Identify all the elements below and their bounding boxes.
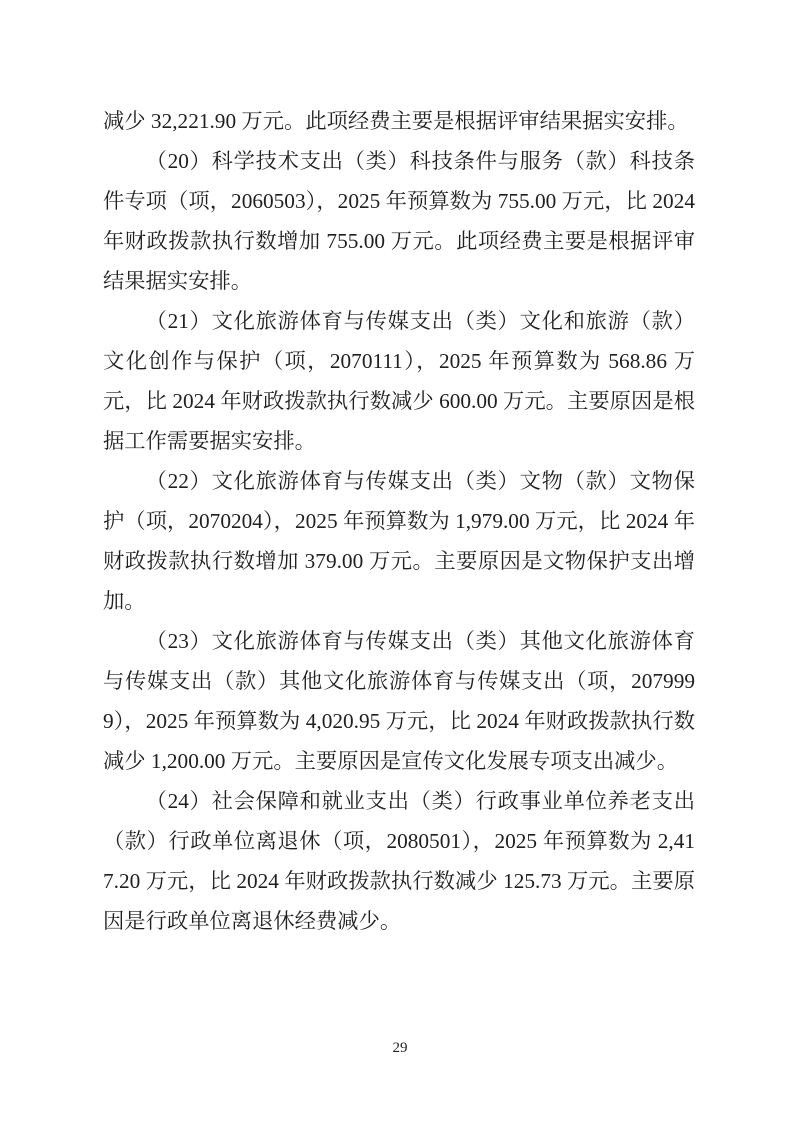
paragraph-continuation: 减少 32,221.90 万元。此项经费主要是根据评审结果据实安排。 [103,109,689,133]
paragraph-item-21: （21）文化旅游体育与传媒支出（类）文化和旅游（款）文化创作与保护（项，2070111），2025 年预算数为 568.86 万元，比 2024 年财政拨款执行数减少 600.00 万元。主要原因是根据工作需要据实安排。 [103,309,695,453]
page-number: 29 [392,1040,408,1056]
paragraph-item-24: （24）社会保障和就业支出（类）行政事业单位养老支出（款）行政单位离退休（项，2080501），2025 年预算数为 2,417.20 万元，比 2024 年财政拨款执行数减少 125.73 万元。主要原因是行政单位离退休经费减少。 [103,789,695,933]
paragraph-item-22: （22）文化旅游体育与传媒支出（类）文物（款）文物保护（项，2070204），2025 年预算数为 1,979.00 万元，比 2024 年财政拨款执行数增加 379.00 万元。主要原因是文物保护支出增加。 [103,469,695,613]
document-body [103,101,695,941]
paragraph-item-23: （23）文化旅游体育与传媒支出（类）其他文化旅游体育与传媒支出（款）其他文化旅游体育与传媒支出（项，2079999），2025 年预算数为 4,020.95 万元，比 2024 年财政拨款执行数减少 1,200.00 万元。主要原因是宣传文化发展专项支出减少。 [103,629,695,773]
paragraph-item-20: （20）科学技术支出（类）科技条件与服务（款）科技条件专项（项，2060503），2025 年预算数为 755.00 万元，比 2024 年财政拨款执行数增加 755.00 万元。此项经费主要是根据评审结果据实安排。 [103,149,695,293]
